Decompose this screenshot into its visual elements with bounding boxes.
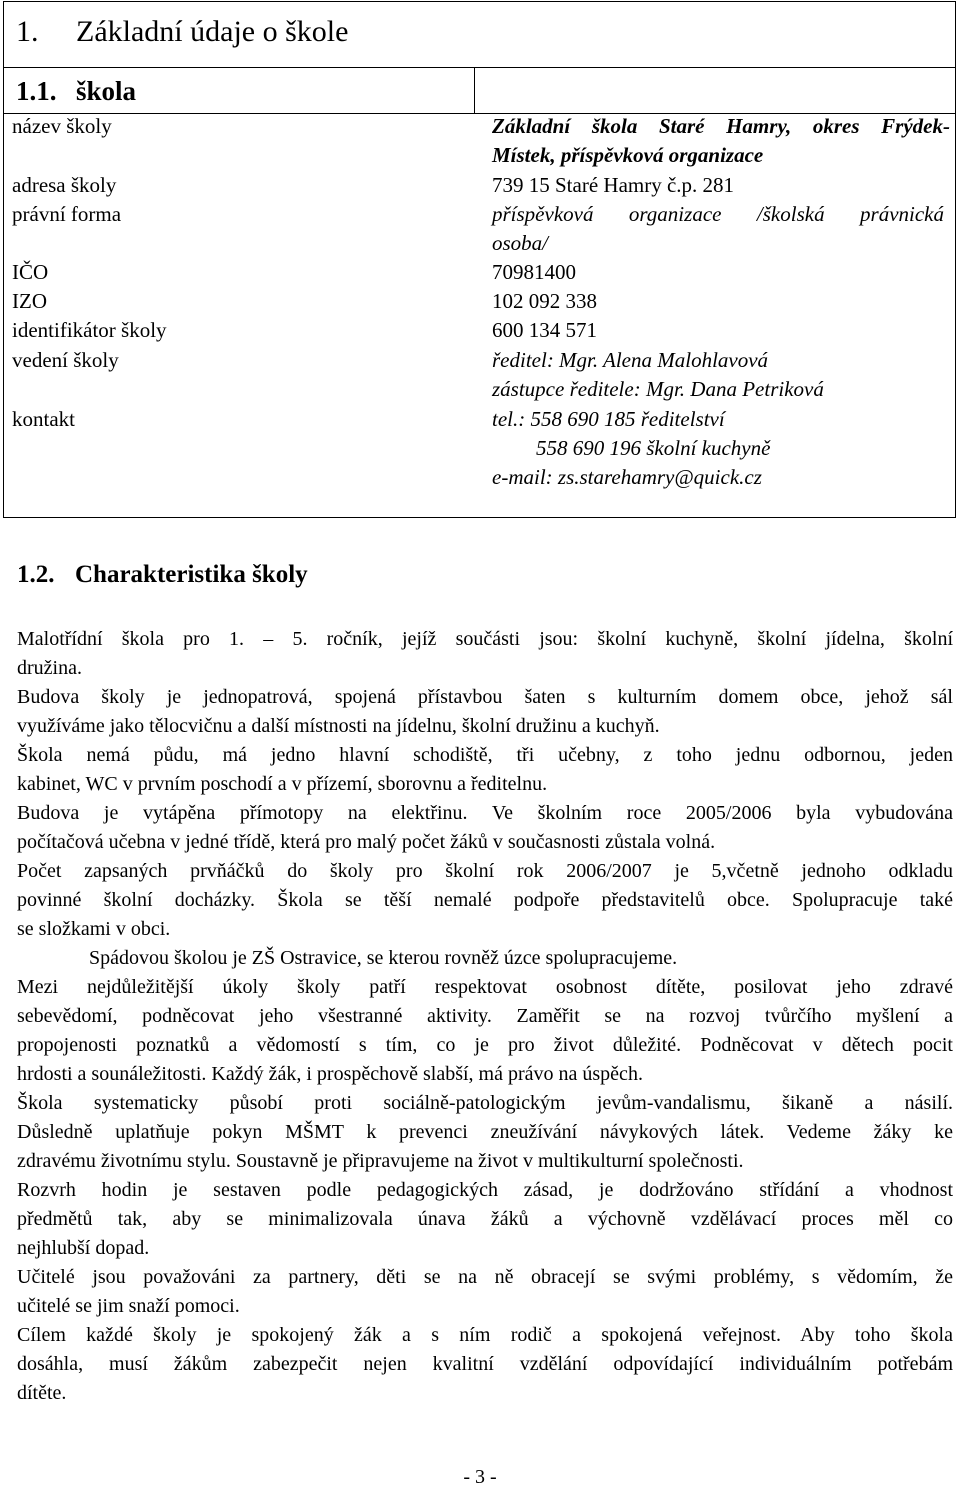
text-line: zdravému životnímu stylu. Soustavně je připravujeme na život v multikulturní společnosti. <box>17 1150 744 1172</box>
label-izo: IZO <box>12 289 47 313</box>
section-number: 1.1. <box>16 76 57 106</box>
label-contact: kontakt <box>12 407 75 431</box>
value-legal-form-1: příspěvková organizace /školská právnická <box>492 202 944 226</box>
text-line: hrdosti a sounáležitosti. Každý žák, i prospěchově slabší, má právo na úspěch. <box>17 1063 643 1085</box>
label-school-name: název školy <box>12 114 112 138</box>
chapter-number: 1. <box>16 15 39 48</box>
text-line: Malotřídní škola pro 1. – 5. ročník, jejíž součásti jsou: školní kuchyně, školní jídelna, školní <box>17 628 953 650</box>
value-school-name-2: Místek, příspěvková organizace <box>492 143 764 167</box>
text-line: využíváme jako tělocvičnu a další místnosti na jídelnu, školní družinu a kuchyň. <box>17 715 660 737</box>
school-info-table <box>3 1 956 518</box>
text-line: Rozvrh hodin je sestaven podle pedagogických zásad, je dodržováno střídání a vhodnost <box>17 1179 953 1201</box>
table-title-row <box>4 2 955 68</box>
characteristics-text <box>17 625 953 1408</box>
text-line: nejhlubší dopad. <box>17 1237 150 1259</box>
text-line: Mezi nejdůležitější úkoly školy patří respektovat osobnost dítěte, posilovat jeho zdravé <box>17 976 953 998</box>
text-line: Škola systematicky působí proti sociálně-patologickým jevům-vandalismu, šikaně a násilí. <box>17 1092 953 1114</box>
text-line: Cílem každé školy je spokojený žák a s ním rodič a spokojená veřejnost. Aby toho škola <box>17 1324 953 1346</box>
text-line: Důsledně uplatňuje pokyn MŠMT k prevenci zneužívání návykových látek. Vedeme žáky ke <box>17 1121 953 1143</box>
table-subtitle-row <box>4 68 955 114</box>
section-heading-number: 1.2. <box>17 561 55 588</box>
value-address: 739 15 Staré Hamry č.p. 281 <box>492 173 735 197</box>
text-line: Spádovou školou je ZŠ Ostravice, se kterou rovněž úzce spolupracujeme. <box>89 947 678 969</box>
text-line: dosáhla, musí žákům zabezpečit nejen kvalitní vzdělání odpovídající individuálním potřebám <box>17 1353 953 1375</box>
value-izo: 102 092 338 <box>492 289 597 313</box>
value-director: ředitel: Mgr. Alena Malohlavová <box>492 348 769 372</box>
value-deputy: zástupce ředitele: Mgr. Dana Petriková <box>492 377 824 401</box>
chapter-title: Základní údaje o škole <box>76 15 349 48</box>
label-management: vedení školy <box>12 348 119 372</box>
section-heading <box>17 561 308 589</box>
text-line: učitelé se jim snaží pomoci. <box>17 1295 240 1317</box>
text-line: Škola nemá půdu, má jedno hlavní schodiště, tři učebny, z toho jednu odbornou, jeden <box>17 744 953 766</box>
value-email: e-mail: zs.starehamry@quick.cz <box>492 465 762 489</box>
text-line: propojenosti poznatků a vědomostí s tím, co je pro život důležité. Podněcovat v dětech pocit <box>17 1034 953 1056</box>
text-line: družina. <box>17 657 82 679</box>
subtitle-column-divider <box>474 68 475 114</box>
text-line: povinné školní docházky. Škola se těší nemalé podpoře představitelů obce. Spolupracuje také <box>17 889 953 911</box>
label-identifier: identifikátor školy <box>12 318 167 342</box>
text-line: počítačová učebna v jedné třídě, která pro malý počet žáků v současnosti zůstala volná. <box>17 831 716 853</box>
value-legal-form-2: osoba/ <box>492 231 549 255</box>
text-line: se složkami v obci. <box>17 918 171 940</box>
label-ico: IČO <box>12 260 49 284</box>
label-address: adresa školy <box>12 173 117 197</box>
value-identifier: 600 134 571 <box>492 318 597 342</box>
text-line: předmětů tak, aby se minimalizovala únava žáků a výchovně vzdělávací proces měl co <box>17 1208 953 1230</box>
text-line: Učitelé jsou považováni za partnery, děti se na ně obracejí se svými problémy, s vědomím, že <box>17 1266 953 1288</box>
text-line: dítěte. <box>17 1382 67 1404</box>
value-phone-kitchen: 558 690 196 školní kuchyně <box>536 436 771 460</box>
section-heading-title: Charakteristika školy <box>75 561 308 588</box>
text-line: Počet zapsaných prvňáčků do školy pro školní rok 2006/2007 je 5,včetně jednoho odkladu <box>17 860 953 882</box>
text-line: kabinet, WC v prvním poschodí a v přízemí, sborovnu a ředitelnu. <box>17 773 548 795</box>
value-phone-office: tel.: 558 690 185 ředitelství <box>492 407 725 431</box>
value-school-name-1: Základní škola Staré Hamry, okres Frýdek- <box>492 114 950 138</box>
text-line: Budova školy je jednopatrová, spojená přístavbou šaten s kulturním domem obce, jehož sál <box>17 686 953 708</box>
text-line: sebevědomí, podněcovat jeho všestranné aktivity. Zaměřit se na rozvoj tvůrčího myšlení a <box>17 1005 953 1027</box>
label-legal-form: právní forma <box>12 202 122 226</box>
page-number: - 3 - <box>463 1466 497 1488</box>
text-line: Budova je vytápěna přímotopy na elektřinu. Ve školním roce 2005/2006 byla vybudována <box>17 802 953 824</box>
section-title: škola <box>76 76 137 106</box>
value-ico: 70981400 <box>492 260 576 284</box>
